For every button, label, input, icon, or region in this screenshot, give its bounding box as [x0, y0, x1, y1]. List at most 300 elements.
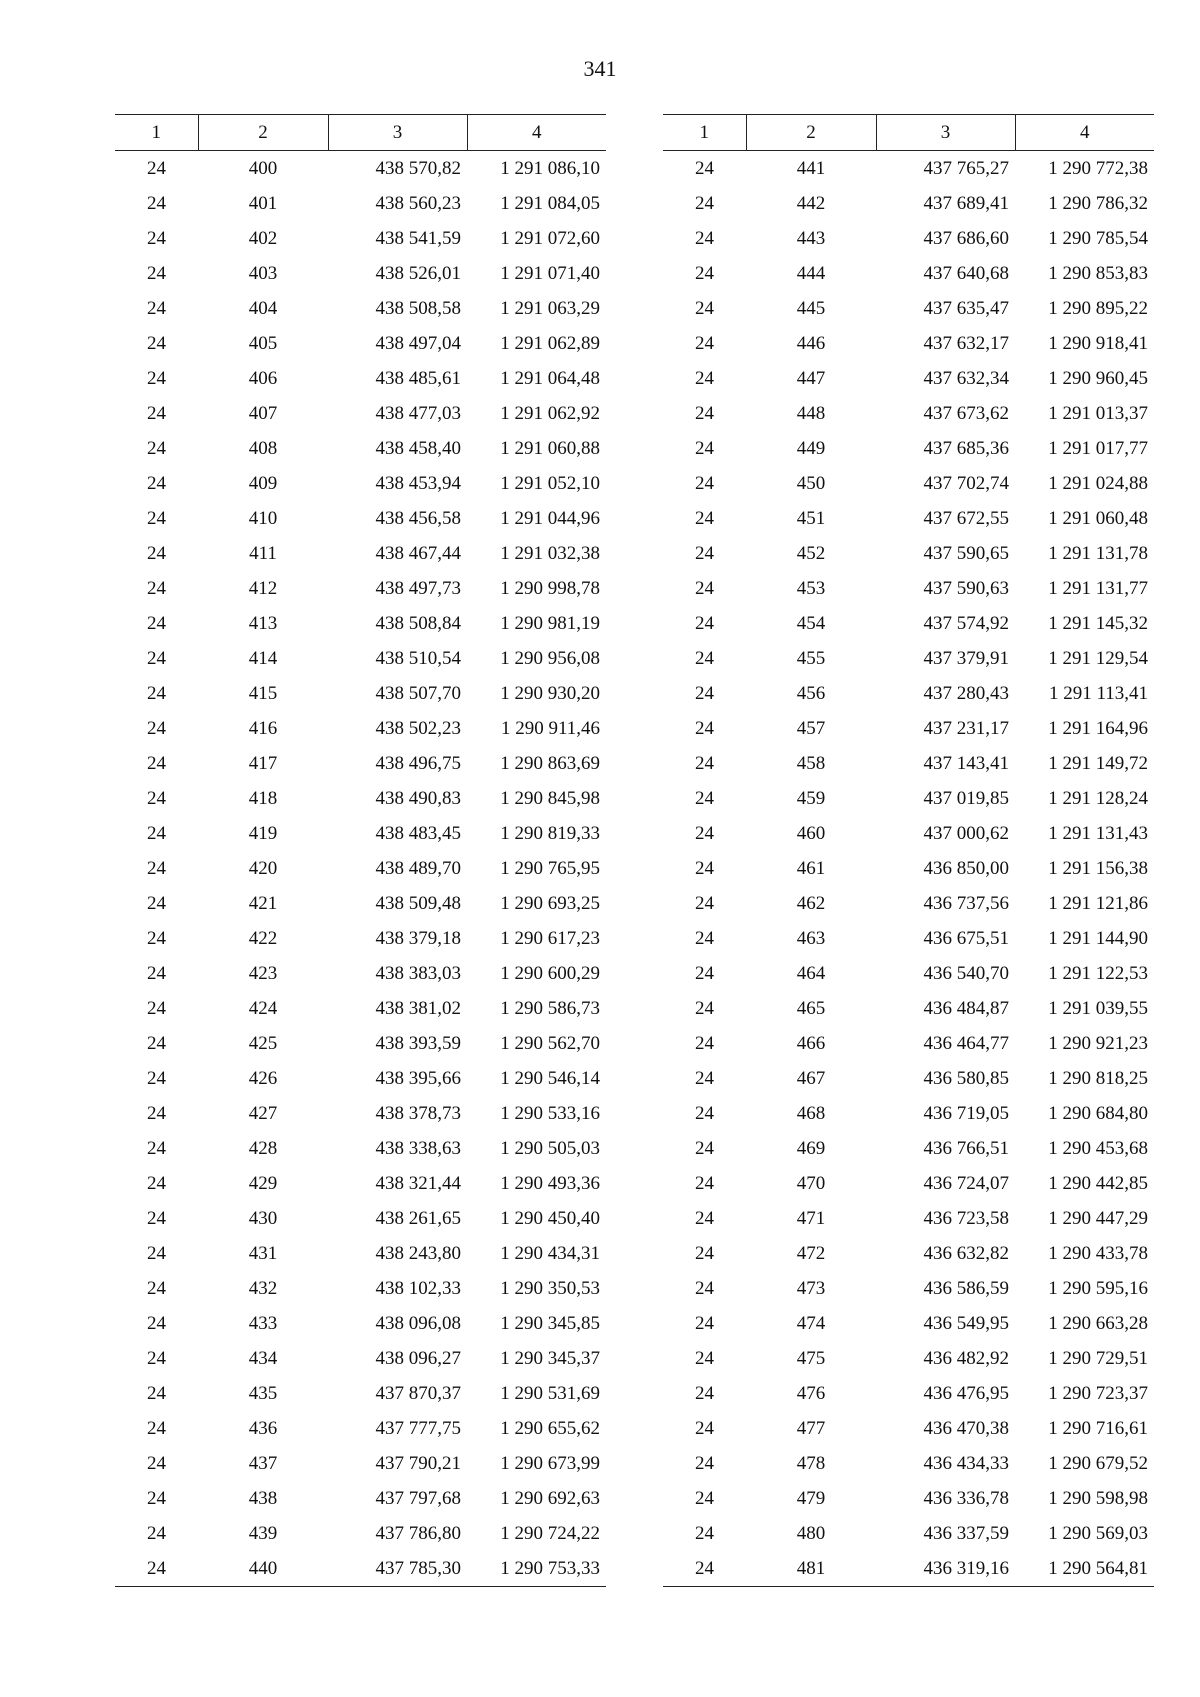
table-row: [663, 291, 1154, 326]
point-number-cell: 467: [796, 1067, 826, 1089]
header-col-3: 3: [328, 115, 467, 151]
point-number-cell: 428: [248, 1137, 278, 1159]
zone-cell: 24: [147, 402, 166, 424]
zone-cell: 24: [695, 1277, 714, 1299]
coord-x-cell: 438 096,27: [375, 1347, 461, 1369]
coord-x-cell: 438 338,63: [375, 1137, 461, 1159]
table-row: [663, 186, 1154, 221]
coord-x-cell: 437 635,47: [923, 297, 1009, 319]
table-row: [115, 1376, 606, 1411]
coord-y-cell: 1 290 981,19: [500, 612, 600, 634]
coord-y-cell: 1 290 716,61: [1048, 1417, 1148, 1439]
coord-x-cell: 437 672,55: [923, 507, 1009, 529]
point-number-cell: 465: [796, 997, 826, 1019]
coord-x-cell: 438 379,18: [375, 927, 461, 949]
coord-x-cell: 436 675,51: [923, 927, 1009, 949]
point-number-cell: 440: [198, 1551, 328, 1587]
table-row: [115, 1446, 606, 1481]
coord-x-cell: 437 000,62: [923, 822, 1009, 844]
table-row: [663, 676, 1154, 711]
coord-y-cell: 1 291 032,38: [500, 542, 600, 564]
point-number-cell: 403: [248, 262, 278, 284]
coord-y-cell: 1 290 679,52: [1048, 1452, 1148, 1474]
table-row: [115, 1096, 606, 1131]
table-row: [115, 1551, 606, 1587]
coord-x-cell: 438 467,44: [375, 542, 461, 564]
coord-x-cell: 437 765,27: [923, 157, 1009, 179]
coord-x-cell: 438 508,84: [375, 612, 461, 634]
point-number-cell: 439: [248, 1522, 278, 1544]
coord-x-cell: 437 143,41: [923, 752, 1009, 774]
coord-y-cell: 1 291 064,48: [500, 367, 600, 389]
coord-x-cell: 436 540,70: [923, 962, 1009, 984]
table-row: [115, 851, 606, 886]
coord-x-cell: 437 280,43: [923, 682, 1009, 704]
coord-x-cell: 437 785,30: [328, 1551, 467, 1587]
point-number-cell: 438: [248, 1487, 278, 1509]
table-row: [663, 1481, 1154, 1516]
table-row: [115, 676, 606, 711]
table-row: [663, 1446, 1154, 1481]
coord-y-cell: 1 290 692,63: [500, 1487, 600, 1509]
point-number-cell: 426: [248, 1067, 278, 1089]
coord-x-cell: 436 549,95: [923, 1312, 1009, 1334]
coord-x-cell: 436 737,56: [923, 892, 1009, 914]
point-number-cell: 431: [248, 1242, 278, 1264]
coord-y-cell: 1 291 129,54: [1048, 647, 1148, 669]
zone-cell: 24: [147, 822, 166, 844]
table-row: [663, 466, 1154, 501]
coord-y-cell: 1 290 785,54: [1048, 227, 1148, 249]
coord-x-cell: 437 590,63: [923, 577, 1009, 599]
point-number-cell: 421: [248, 892, 278, 914]
point-number-cell: 413: [248, 612, 278, 634]
point-number-cell: 449: [796, 437, 826, 459]
coord-y-cell: 1 290 853,83: [1048, 262, 1148, 284]
zone-cell: 24: [695, 1522, 714, 1544]
coord-x-cell: 436 336,78: [923, 1487, 1009, 1509]
zone-cell: 24: [147, 332, 166, 354]
coord-y-cell: 1 290 447,29: [1048, 1207, 1148, 1229]
point-number-cell: 417: [248, 752, 278, 774]
coord-x-cell: 437 574,92: [923, 612, 1009, 634]
coord-y-cell: 1 290 546,14: [500, 1067, 600, 1089]
coord-x-cell: 437 632,34: [923, 367, 1009, 389]
coord-x-cell: 438 560,23: [375, 192, 461, 214]
zone-cell: 24: [695, 1242, 714, 1264]
table-row: [663, 1551, 1154, 1587]
coord-y-cell: 1 291 072,60: [500, 227, 600, 249]
coord-y-cell: 1 290 772,38: [1048, 157, 1148, 179]
table-row: [663, 816, 1154, 851]
zone-cell: 24: [695, 577, 714, 599]
coord-y-cell: 1 290 998,78: [500, 577, 600, 599]
table-row: [115, 1411, 606, 1446]
zone-cell: 24: [695, 1452, 714, 1474]
zone-cell: 24: [695, 1347, 714, 1369]
table-row: [115, 1131, 606, 1166]
table-header-row: [115, 115, 606, 151]
table-row: [663, 501, 1154, 536]
coord-y-cell: 1 291 060,88: [500, 437, 600, 459]
coord-y-cell: 1 290 600,29: [500, 962, 600, 984]
zone-cell: 24: [695, 1382, 714, 1404]
coord-y-cell: 1 291 121,86: [1048, 892, 1148, 914]
point-number-cell: 481: [746, 1551, 876, 1587]
table-row: [115, 1061, 606, 1096]
point-number-cell: 433: [248, 1312, 278, 1334]
table-row: [663, 991, 1154, 1026]
table-row: [115, 571, 606, 606]
coord-x-cell: 438 393,59: [375, 1032, 461, 1054]
table-row: [663, 1376, 1154, 1411]
zone-cell: 24: [695, 717, 714, 739]
zone-cell: 24: [147, 1207, 166, 1229]
zone-cell: 24: [147, 892, 166, 914]
table-row: [663, 886, 1154, 921]
zone-cell: 24: [695, 857, 714, 879]
point-number-cell: 420: [248, 857, 278, 879]
header-col-2: 2: [746, 115, 876, 151]
point-number-cell: 412: [248, 577, 278, 599]
zone-cell: 24: [695, 1417, 714, 1439]
zone-cell: 24: [147, 192, 166, 214]
zone-cell: 24: [663, 1551, 746, 1587]
point-number-cell: 460: [796, 822, 826, 844]
point-number-cell: 415: [248, 682, 278, 704]
coord-y-cell: 1 291 044,96: [500, 507, 600, 529]
coord-x-cell: 437 632,17: [923, 332, 1009, 354]
coord-x-cell: 436 434,33: [923, 1452, 1009, 1474]
coord-y-cell: 1 290 956,08: [500, 647, 600, 669]
point-number-cell: 459: [796, 787, 826, 809]
coord-y-cell: 1 291 017,77: [1048, 437, 1148, 459]
zone-cell: 24: [695, 822, 714, 844]
zone-cell: 24: [147, 297, 166, 319]
point-number-cell: 447: [796, 367, 826, 389]
coord-x-cell: 437 379,91: [923, 647, 1009, 669]
table-row: [663, 606, 1154, 641]
table-row: [663, 1026, 1154, 1061]
coord-y-cell: 1 291 024,88: [1048, 472, 1148, 494]
point-number-cell: 436: [248, 1417, 278, 1439]
zone-cell: 24: [147, 577, 166, 599]
table-row: [115, 1201, 606, 1236]
point-number-cell: 477: [796, 1417, 826, 1439]
coord-x-cell: 436 632,82: [923, 1242, 1009, 1264]
table-row: [115, 1026, 606, 1061]
zone-cell: 24: [695, 192, 714, 214]
coord-x-cell: 436 464,77: [923, 1032, 1009, 1054]
point-number-cell: 462: [796, 892, 826, 914]
zone-cell: 24: [147, 227, 166, 249]
table-row: [115, 711, 606, 746]
zone-cell: 24: [115, 1551, 198, 1587]
table-row: [663, 1201, 1154, 1236]
table-row: [663, 1341, 1154, 1376]
point-number-cell: 422: [248, 927, 278, 949]
zone-cell: 24: [695, 1172, 714, 1194]
coord-y-cell: 1 291 071,40: [500, 262, 600, 284]
coord-y-cell: 1 290 434,31: [500, 1242, 600, 1264]
coord-x-cell: 437 640,68: [923, 262, 1009, 284]
point-number-cell: 401: [248, 192, 278, 214]
point-number-cell: 457: [796, 717, 826, 739]
zone-cell: 24: [147, 157, 166, 179]
header-col-2: 2: [198, 115, 328, 151]
point-number-cell: 446: [796, 332, 826, 354]
table-row: [115, 886, 606, 921]
table-row: [663, 221, 1154, 256]
table-row: [115, 1481, 606, 1516]
coord-y-cell: 1 290 505,03: [500, 1137, 600, 1159]
point-number-cell: 480: [796, 1522, 826, 1544]
table-row: [115, 606, 606, 641]
zone-cell: 24: [147, 857, 166, 879]
coord-y-cell: 1 290 617,23: [500, 927, 600, 949]
table-row: [663, 711, 1154, 746]
coord-x-cell: 436 476,95: [923, 1382, 1009, 1404]
zone-cell: 24: [147, 787, 166, 809]
zone-cell: 24: [695, 157, 714, 179]
point-number-cell: 416: [248, 717, 278, 739]
coord-y-cell: 1 290 595,16: [1048, 1277, 1148, 1299]
point-number-cell: 472: [796, 1242, 826, 1264]
point-number-cell: 463: [796, 927, 826, 949]
zone-cell: 24: [695, 997, 714, 1019]
point-number-cell: 430: [248, 1207, 278, 1229]
table-row: [115, 291, 606, 326]
coord-y-cell: 1 290 724,22: [500, 1522, 600, 1544]
zone-cell: 24: [147, 1522, 166, 1544]
coord-x-cell: 437 777,75: [375, 1417, 461, 1439]
point-number-cell: 461: [796, 857, 826, 879]
point-number-cell: 479: [796, 1487, 826, 1509]
point-number-cell: 458: [796, 752, 826, 774]
point-number-cell: 432: [248, 1277, 278, 1299]
zone-cell: 24: [147, 1137, 166, 1159]
coordinates-table-right: [663, 114, 1154, 1587]
coord-x-cell: 438 453,94: [375, 472, 461, 494]
point-number-cell: 405: [248, 332, 278, 354]
coord-y-cell: 1 291 062,89: [500, 332, 600, 354]
coord-y-cell: 1 291 063,29: [500, 297, 600, 319]
coord-x-cell: 436 484,87: [923, 997, 1009, 1019]
point-number-cell: 429: [248, 1172, 278, 1194]
zone-cell: 24: [695, 1487, 714, 1509]
point-number-cell: 476: [796, 1382, 826, 1404]
table-row: [115, 1516, 606, 1551]
point-number-cell: 409: [248, 472, 278, 494]
coord-x-cell: 438 483,45: [375, 822, 461, 844]
coord-x-cell: 438 509,48: [375, 892, 461, 914]
zone-cell: 24: [147, 752, 166, 774]
point-number-cell: 469: [796, 1137, 826, 1159]
coord-x-cell: 438 477,03: [375, 402, 461, 424]
table-row: [115, 1271, 606, 1306]
coord-y-cell: 1 291 113,41: [1048, 682, 1148, 704]
point-number-cell: 444: [796, 262, 826, 284]
coord-x-cell: 438 261,65: [375, 1207, 461, 1229]
point-number-cell: 471: [796, 1207, 826, 1229]
coord-y-cell: 1 291 062,92: [500, 402, 600, 424]
coord-x-cell: 436 319,16: [876, 1551, 1015, 1587]
zone-cell: 24: [147, 997, 166, 1019]
table-row: [115, 1306, 606, 1341]
coord-y-cell: 1 291 060,48: [1048, 507, 1148, 529]
table-row: [663, 1271, 1154, 1306]
table-row: [663, 1411, 1154, 1446]
table-row: [663, 326, 1154, 361]
zone-cell: 24: [695, 472, 714, 494]
table-row: [663, 746, 1154, 781]
coord-y-cell: 1 290 442,85: [1048, 1172, 1148, 1194]
point-number-cell: 453: [796, 577, 826, 599]
page-number: 341: [583, 56, 617, 81]
zone-cell: 24: [147, 437, 166, 459]
coord-y-cell: 1 290 818,25: [1048, 1067, 1148, 1089]
coord-y-cell: 1 290 450,40: [500, 1207, 600, 1229]
coord-x-cell: 438 510,54: [375, 647, 461, 669]
coord-y-cell: 1 291 145,32: [1048, 612, 1148, 634]
point-number-cell: 445: [796, 297, 826, 319]
table-row: [663, 641, 1154, 676]
zone-cell: 24: [147, 472, 166, 494]
point-number-cell: 425: [248, 1032, 278, 1054]
zone-cell: 24: [695, 367, 714, 389]
coord-y-cell: 1 290 350,53: [500, 1277, 600, 1299]
zone-cell: 24: [147, 1102, 166, 1124]
point-number-cell: 434: [248, 1347, 278, 1369]
point-number-cell: 407: [248, 402, 278, 424]
zone-cell: 24: [147, 507, 166, 529]
header-col-1: 1: [115, 115, 198, 151]
coord-x-cell: 438 490,83: [375, 787, 461, 809]
table-row: [663, 781, 1154, 816]
coord-y-cell: 1 290 921,23: [1048, 1032, 1148, 1054]
coord-y-cell: 1 290 533,16: [500, 1102, 600, 1124]
point-number-cell: 442: [796, 192, 826, 214]
point-number-cell: 411: [249, 542, 277, 564]
coord-x-cell: 436 724,07: [923, 1172, 1009, 1194]
point-number-cell: 474: [796, 1312, 826, 1334]
zone-cell: 24: [695, 297, 714, 319]
zone-cell: 24: [147, 682, 166, 704]
point-number-cell: 408: [248, 437, 278, 459]
coord-y-cell: 1 290 433,78: [1048, 1242, 1148, 1264]
coord-y-cell: 1 291 128,24: [1048, 787, 1148, 809]
coord-y-cell: 1 291 086,10: [500, 157, 600, 179]
zone-cell: 24: [695, 647, 714, 669]
coord-y-cell: 1 290 562,70: [500, 1032, 600, 1054]
zone-cell: 24: [695, 752, 714, 774]
table-row: [115, 536, 606, 571]
coord-x-cell: 437 702,74: [923, 472, 1009, 494]
zone-cell: 24: [695, 1312, 714, 1334]
zone-cell: 24: [695, 892, 714, 914]
coord-x-cell: 437 797,68: [375, 1487, 461, 1509]
coord-x-cell: 438 570,82: [375, 157, 461, 179]
coord-x-cell: 438 395,66: [375, 1067, 461, 1089]
table-row: [663, 571, 1154, 606]
point-number-cell: 424: [248, 997, 278, 1019]
coord-y-cell: 1 291 131,43: [1048, 822, 1148, 844]
zone-cell: 24: [695, 927, 714, 949]
point-number-cell: 466: [796, 1032, 826, 1054]
table-row: [115, 1341, 606, 1376]
zone-cell: 24: [695, 542, 714, 564]
coord-y-cell: 1 290 569,03: [1048, 1522, 1148, 1544]
table-row: [115, 396, 606, 431]
point-number-cell: 475: [796, 1347, 826, 1369]
zone-cell: 24: [147, 1312, 166, 1334]
table-row: [663, 1096, 1154, 1131]
zone-cell: 24: [695, 787, 714, 809]
coord-x-cell: 438 508,58: [375, 297, 461, 319]
table-row: [663, 361, 1154, 396]
header-col-4: 4: [467, 115, 606, 151]
coord-x-cell: 437 786,80: [375, 1522, 461, 1544]
table-row: [663, 1306, 1154, 1341]
coord-y-cell: 1 290 531,69: [500, 1382, 600, 1404]
coord-x-cell: 437 685,36: [923, 437, 1009, 459]
table-row: [663, 1236, 1154, 1271]
coord-y-cell: 1 290 345,37: [500, 1347, 600, 1369]
coord-y-cell: 1 290 895,22: [1048, 297, 1148, 319]
zone-cell: 24: [695, 1032, 714, 1054]
table-row: [663, 1061, 1154, 1096]
coord-x-cell: 438 378,73: [375, 1102, 461, 1124]
coord-y-cell: 1 291 052,10: [500, 472, 600, 494]
coord-y-cell: 1 290 598,98: [1048, 1487, 1148, 1509]
zone-cell: 24: [147, 927, 166, 949]
coord-y-cell: 1 290 663,28: [1048, 1312, 1148, 1334]
table-row: [115, 921, 606, 956]
coord-y-cell: 1 290 918,41: [1048, 332, 1148, 354]
point-number-cell: 406: [248, 367, 278, 389]
zone-cell: 24: [695, 332, 714, 354]
coord-y-cell: 1 290 493,36: [500, 1172, 600, 1194]
coord-y-cell: 1 290 930,20: [500, 682, 600, 704]
coord-y-cell: 1 290 863,69: [500, 752, 600, 774]
coord-x-cell: 438 497,04: [375, 332, 461, 354]
coord-x-cell: 437 686,60: [923, 227, 1009, 249]
coord-x-cell: 438 243,80: [375, 1242, 461, 1264]
point-number-cell: 451: [796, 507, 826, 529]
zone-cell: 24: [147, 1277, 166, 1299]
table-row: [115, 746, 606, 781]
coord-x-cell: 437 590,65: [923, 542, 1009, 564]
coordinates-table-left: [115, 114, 606, 1587]
coord-x-cell: 438 458,40: [375, 437, 461, 459]
coord-x-cell: 438 541,59: [375, 227, 461, 249]
coord-y-cell: 1 290 729,51: [1048, 1347, 1148, 1369]
zone-cell: 24: [695, 682, 714, 704]
table-row: [115, 781, 606, 816]
coord-x-cell: 436 482,92: [923, 1347, 1009, 1369]
coord-x-cell: 436 470,38: [923, 1417, 1009, 1439]
coord-x-cell: 436 850,00: [923, 857, 1009, 879]
coord-x-cell: 438 502,23: [375, 717, 461, 739]
coord-y-cell: 1 290 564,81: [1015, 1551, 1154, 1587]
point-number-cell: 455: [796, 647, 826, 669]
table-row: [115, 641, 606, 676]
table-row: [663, 956, 1154, 991]
coord-x-cell: 437 673,62: [923, 402, 1009, 424]
zone-cell: 24: [147, 612, 166, 634]
point-number-cell: 400: [248, 157, 278, 179]
coord-x-cell: 438 321,44: [375, 1172, 461, 1194]
